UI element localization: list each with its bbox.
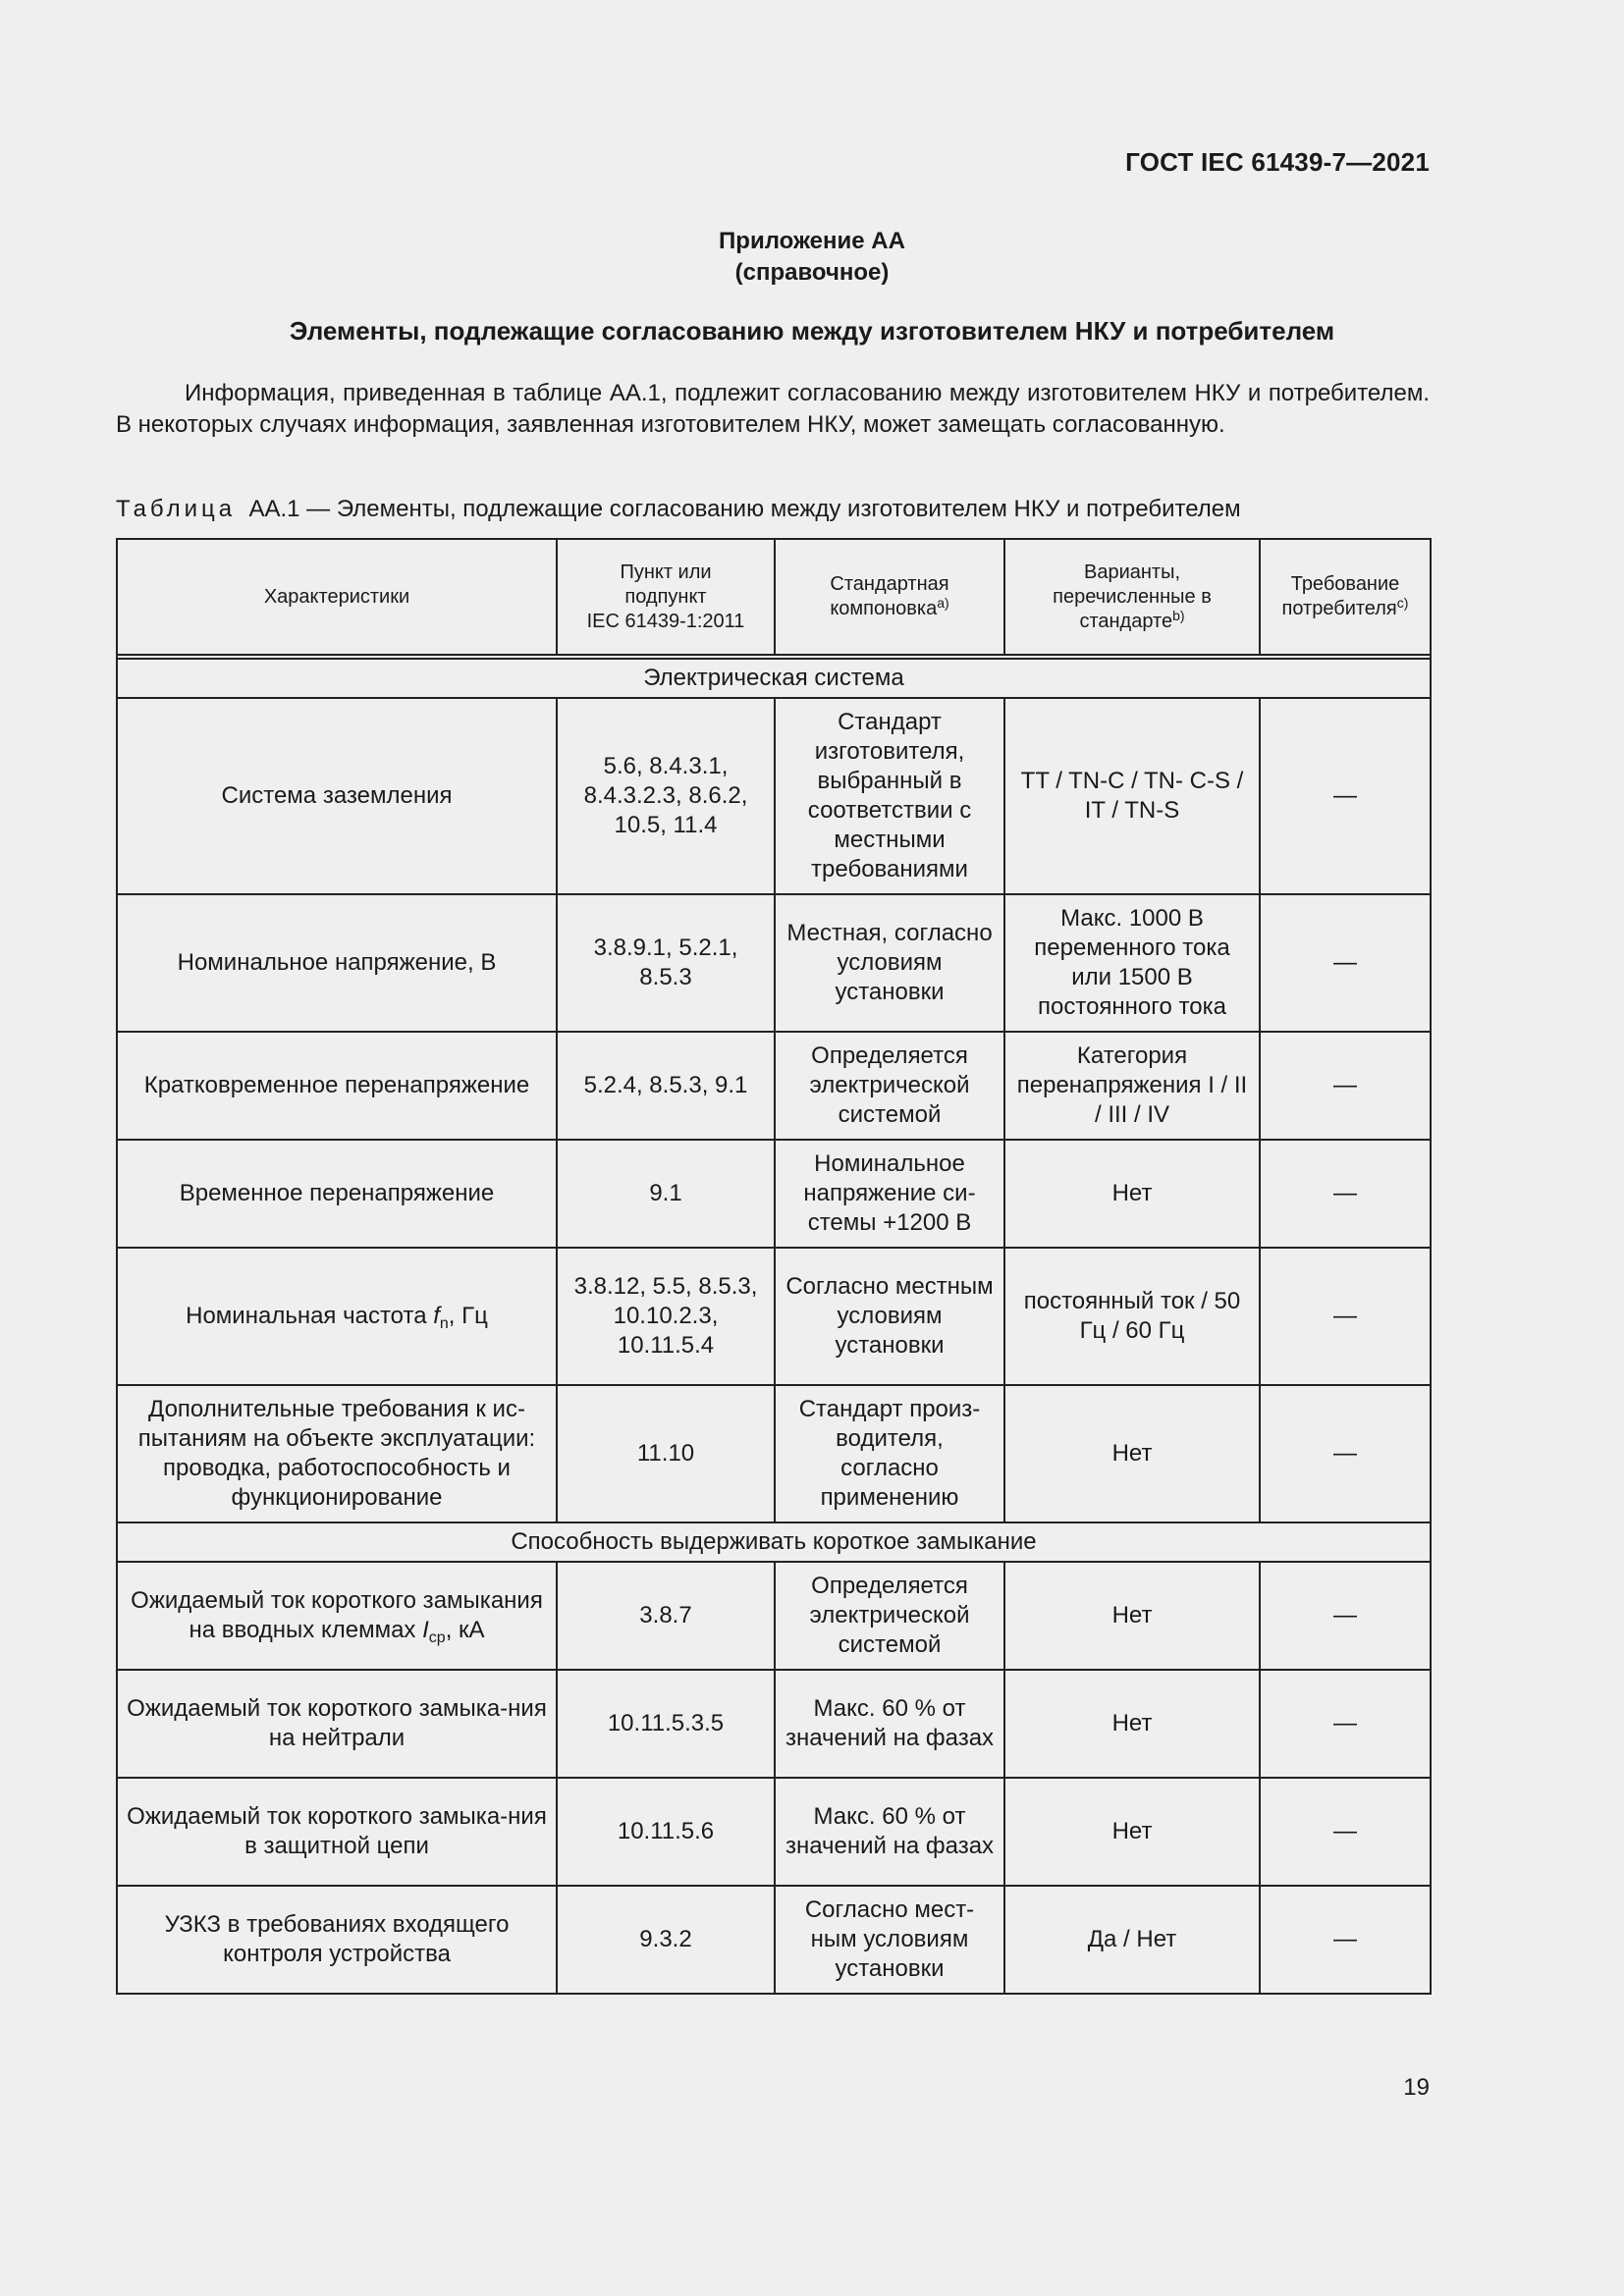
cell-user: — [1260,1248,1431,1385]
table-row [117,894,1431,1032]
cell-characteristic: Временное перенапряжение [117,1140,557,1248]
cell-options: Да / Нет [1004,1886,1260,1994]
cell-standard: Согласно мест-ным условиям установки [775,1886,1004,1994]
table-row [117,1385,1431,1522]
intro-paragraph-2: В некоторых случаях информация, заявленная изготовителем НКУ, может замещать согласованную. [116,411,1225,438]
cell-options: Нет [1004,1385,1260,1522]
cell-clause: 9.1 [557,1140,775,1248]
cell-clause: 3.8.9.1, 5.2.1, 8.5.3 [557,894,775,1032]
header-options: Варианты, перечисленные в стандарте$^{b)}$ [1004,539,1260,655]
section-row [117,1522,1431,1562]
cell-options: Нет [1004,1670,1260,1778]
table-caption-label: Таблица [116,496,237,522]
table-row [117,698,1431,894]
cell-options: Нет [1004,1778,1260,1886]
cell-user: — [1260,1562,1431,1670]
table-row [117,1032,1431,1140]
table-row [117,1778,1431,1886]
section-title: Элементы, подлежащие согласованию между изготовителем НКУ и потребителем [289,316,1335,346]
cell-options: Нет [1004,1140,1260,1248]
appendix-heading [0,226,1624,289]
cell-options: Категория перенапряжения I / II / III / IV [1004,1032,1260,1140]
cell-standard: Макс. 60 % от значений на фазах [775,1778,1004,1886]
cell-options: Нет [1004,1562,1260,1670]
cell-user: — [1260,698,1431,894]
table-caption [116,496,1241,523]
section-row [117,659,1431,698]
cell-user: — [1260,1140,1431,1248]
intro-paragraph-1: Информация, приведенная в таблице АА.1, подлежит согласованию между изготовителем НКУ и потребителем. [185,380,1430,406]
cell-clause: 5.6, 8.4.3.1, 8.4.3.2.3, 8.6.2, 10.5, 11.4 [557,698,775,894]
cell-standard: Местная, согласно условиям установки [775,894,1004,1032]
cell-standard: Макс. 60 % от значений на фазах [775,1670,1004,1778]
cell-user: — [1260,1385,1431,1522]
cell-standard: Стандарт произ-водителя, согласно применению [775,1385,1004,1522]
header-user-requirement: Требование потребителя$^{c)}$ [1260,539,1431,655]
table-row [117,1562,1431,1670]
cell-options: Макс. 1000 В переменного тока или 1500 В постоянного тока [1004,894,1260,1032]
cell-user: — [1260,1886,1431,1994]
header-clause: Пункт или подпункт IEC 61439-1:2011 [557,539,775,655]
cell-options: TT / TN-C / TN- C-S / IT / TN-S [1004,698,1260,894]
section-electrical-system: Электрическая система [117,659,1431,698]
cell-characteristic: Номинальная частота $f_n$, Гц [117,1248,557,1385]
cell-standard: Согласно местным условиям установки [775,1248,1004,1385]
cell-user: — [1260,1670,1431,1778]
cell-characteristic: Ожидаемый ток короткого замыка-ния на нейтрали [117,1670,557,1778]
table-header-row [117,539,1431,655]
cell-characteristic: Ожидаемый ток короткого замыкания на вводных клеммах $I_{cp}$, кА [117,1562,557,1670]
cell-characteristic: Дополнительные требования к ис-пытаниям на объекте эксплуатации: проводка, работоспособность и функционирование [117,1385,557,1522]
table-caption-text: АА.1 — Элементы, подлежащие согласованию между изготовителем НКУ и потребителем [248,496,1241,522]
cell-options: постоянный ток / 50 Гц / 60 Гц [1004,1248,1260,1385]
document-code: ГОСТ IEC 61439-7—2021 [1125,147,1430,177]
cell-standard: Определяется электрической системой [775,1032,1004,1140]
cell-characteristic: Ожидаемый ток короткого замыка-ния в защитной цепи [117,1778,557,1886]
header-standard-arrangement: Стандартная компоновка$^{a)}$ [775,539,1004,655]
cell-user: — [1260,894,1431,1032]
appendix-title: Приложение АА [719,228,905,254]
cell-characteristic: УЗКЗ в требованиях входящего контроля устройства [117,1886,557,1994]
agreement-table [116,538,1432,1995]
section-short-circuit: Способность выдерживать короткое замыкание [117,1522,1431,1562]
cell-standard: Номинальное напряжение си-стемы +1200 В [775,1140,1004,1248]
cell-clause: 10.11.5.6 [557,1778,775,1886]
cell-clause: 3.8.12, 5.5, 8.5.3, 10.10.2.3, 10.11.5.4 [557,1248,775,1385]
table-row [117,1886,1431,1994]
cell-standard: Стандарт изготовителя, выбранный в соответствии с местными требованиями [775,698,1004,894]
intro-text [116,378,1430,441]
table-row [117,1670,1431,1778]
cell-characteristic: Система заземления [117,698,557,894]
page-number: 19 [1403,2074,1430,2101]
table-row [117,1140,1431,1248]
cell-clause: 3.8.7 [557,1562,775,1670]
cell-user: — [1260,1032,1431,1140]
table-row [117,1248,1431,1385]
cell-clause: 5.2.4, 8.5.3, 9.1 [557,1032,775,1140]
cell-characteristic: Кратковременное перенапряжение [117,1032,557,1140]
cell-characteristic: Номинальное напряжение, В [117,894,557,1032]
cell-user: — [1260,1778,1431,1886]
appendix-subtitle: (справочное) [734,259,890,286]
cell-standard: Определяется электрической системой [775,1562,1004,1670]
cell-clause: 11.10 [557,1385,775,1522]
header-characteristics: Характеристики [117,539,557,655]
cell-clause: 9.3.2 [557,1886,775,1994]
cell-clause: 10.11.5.3.5 [557,1670,775,1778]
